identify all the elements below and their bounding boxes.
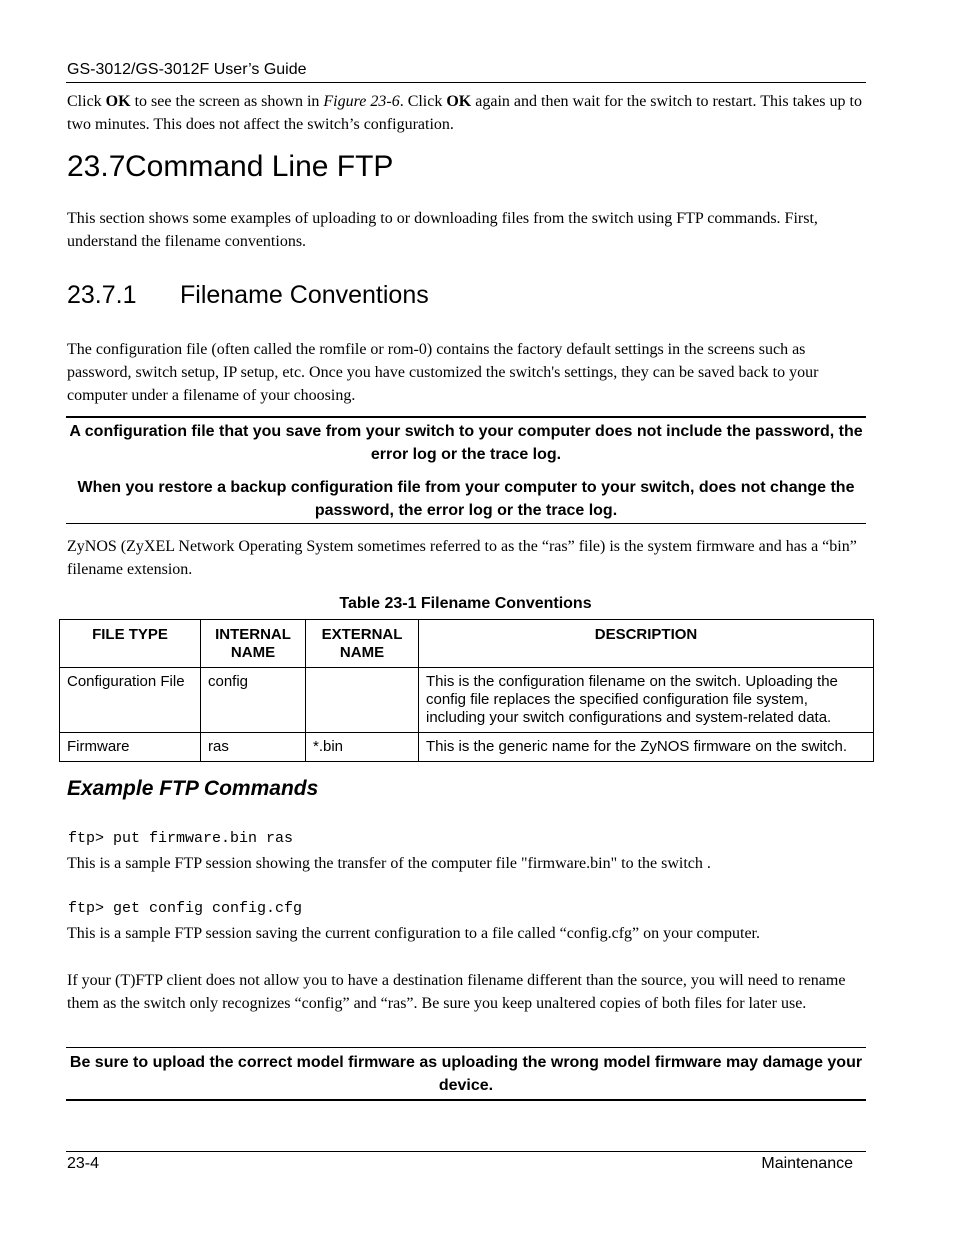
subsection-number: 23.7.1 bbox=[67, 281, 137, 309]
filename-conventions-table bbox=[59, 619, 874, 762]
table-row bbox=[60, 668, 874, 733]
table-cell bbox=[306, 668, 419, 733]
table-cell: config bbox=[201, 668, 306, 733]
ftp-command-get: ftp> get config config.cfg bbox=[68, 900, 303, 917]
examples-paragraph: If your (T)FTP client does not allow you to have a destination filename different than the source, you will need to rename them as the switch only recognizes “config” and “ras”. Be sure you keep unaltered copies of both files for later use. bbox=[67, 972, 846, 1012]
ftp-command-put-description: This is a sample FTP session showing the transfer of the computer file "firmware.bin" to the switch . bbox=[67, 855, 711, 872]
subsection-heading bbox=[67, 281, 429, 310]
section-number: 23.7 bbox=[67, 150, 126, 183]
note2-top-rule bbox=[66, 1047, 866, 1048]
table-header-row bbox=[60, 620, 874, 668]
intro-paragraph bbox=[67, 90, 867, 136]
table-cell: This is the configuration filename on the switch. Uploading the config file replaces the specified configuration file system, including your switch configurations and system-related data. bbox=[419, 668, 874, 733]
table-cell: ras bbox=[201, 733, 306, 762]
table-cell: Configuration File bbox=[60, 668, 201, 733]
section-title: Command Line FTP bbox=[125, 150, 394, 183]
note-line-1: A configuration file that you save from your switch to your computer does not include the password, the error log or the trace log. bbox=[69, 423, 863, 463]
section-paragraph: This section shows some examples of uploading to or downloading files from the switch using FTP commands. First, understand the filename conventions. bbox=[67, 210, 818, 250]
table-header-cell: EXTERNAL NAME bbox=[306, 620, 419, 668]
examples-heading: Example FTP Commands bbox=[67, 777, 319, 800]
subsection-paragraph: The configuration file (often called the romfile or rom-0) contains the factory default settings in the screens such as password, switch setup, IP setup, etc. Once you have customized the switch's settings, they can be saved back to your computer under a filename of your choosing. bbox=[67, 341, 819, 404]
subsection-title: Filename Conventions bbox=[180, 281, 429, 309]
intro-text: . Click bbox=[399, 93, 447, 110]
table-row bbox=[60, 733, 874, 762]
table-caption: Table 23-1 Filename Conventions bbox=[339, 595, 592, 612]
table-header-cell: DESCRIPTION bbox=[419, 620, 874, 668]
table-cell: This is the generic name for the ZyNOS firmware on the switch. bbox=[419, 733, 874, 762]
note-line-2: When you restore a backup configuration file from your computer to your switch, does not change the password, the error log or the trace log. bbox=[77, 479, 855, 519]
table-cell: Firmware bbox=[60, 733, 201, 762]
zynos-paragraph: ZyNOS (ZyXEL Network Operating System sometimes referred to as the “ras” file) is the system firmware and has a “bin” filename extension. bbox=[67, 538, 857, 578]
intro-text: to see the screen as shown in bbox=[130, 93, 324, 110]
figure-reference: Figure 23-6 bbox=[323, 93, 400, 110]
footer-chapter-name: Maintenance bbox=[761, 1155, 853, 1172]
intro-text: Click bbox=[67, 93, 106, 110]
table-header-cell: INTERNAL NAME bbox=[201, 620, 306, 668]
footer-page-number: 23-4 bbox=[67, 1155, 100, 1172]
note2-bottom-rule bbox=[66, 1099, 866, 1101]
note-bottom-rule bbox=[66, 523, 866, 524]
section-heading bbox=[67, 150, 393, 184]
document-header-title: GS-3012/GS-3012F User’s Guide bbox=[67, 61, 307, 78]
intro-text: again and then wait for the switch to restart. This takes up to two minutes. This does not affect the switch’s configuration. bbox=[67, 93, 862, 133]
footer-rule bbox=[66, 1151, 866, 1152]
note-top-rule bbox=[66, 416, 866, 418]
firmware-warning-note: Be sure to upload the correct model firmware as uploading the wrong model firmware may damage your device. bbox=[69, 1054, 863, 1094]
table-cell: *.bin bbox=[306, 733, 419, 762]
ok-emphasis: OK bbox=[105, 93, 131, 110]
ftp-command-get-description: This is a sample FTP session saving the current configuration to a file called “config.cfg” on your computer. bbox=[67, 925, 760, 942]
header-rule bbox=[66, 82, 866, 83]
ftp-command-put: ftp> put firmware.bin ras bbox=[68, 830, 294, 847]
table-header-cell: FILE TYPE bbox=[60, 620, 201, 668]
ok-emphasis: OK bbox=[446, 93, 472, 110]
